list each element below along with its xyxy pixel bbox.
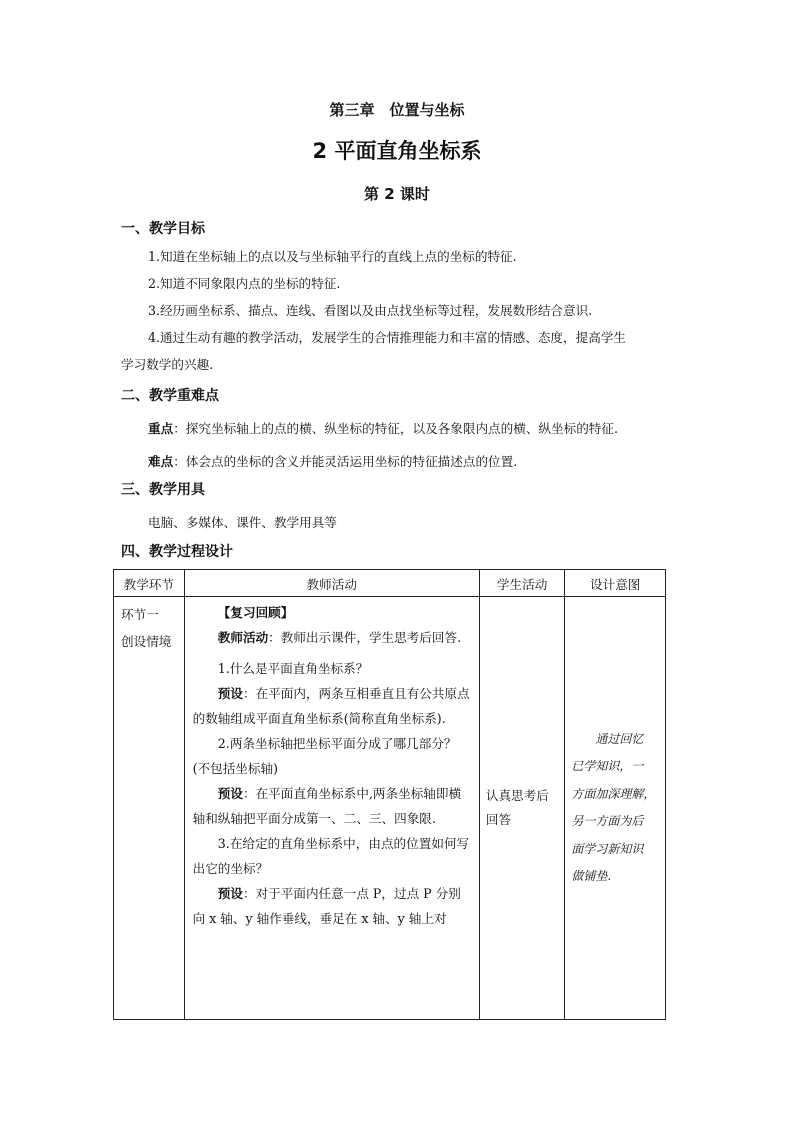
table-row (114, 597, 666, 1020)
lesson-title: 第 2 课时 (364, 185, 430, 203)
intent-line: 另一方面为后 (571, 814, 644, 828)
teacher-activity-cell (184, 597, 479, 1020)
goal-item: 1.知道在坐标轴上的点以及与坐标轴平行的直线上点的坐标的特征. (148, 249, 517, 264)
student-activity-cell: 认真思考后回答 (479, 597, 565, 1020)
header-intent: 设计意图 (565, 570, 666, 597)
review-title: 【复习回顾】 (217, 605, 294, 620)
difficult-text: ：体会点的坐标的含义并能灵活运用坐标的特征描述点的位置. (173, 454, 518, 469)
header-student: 学生活动 (479, 570, 565, 597)
activity-label: 教师活动 (217, 630, 269, 645)
difficult-label: 难点 (148, 454, 174, 469)
key-point (148, 415, 678, 442)
intent-line: 通过回忆 (595, 731, 644, 746)
intent-line: 面学习新知识 (571, 841, 644, 856)
intent-line: 做铺垫. (571, 869, 612, 883)
chapter-title: 第三章 位置与坐标 (329, 101, 465, 119)
preset-label: 预设 (217, 686, 243, 701)
goal-item-continued: 学习数学的兴趣. (121, 357, 214, 372)
page-title: 2 平面直角坐标系 (312, 139, 482, 163)
answer-3 (193, 881, 471, 931)
tools-text: 电脑、多媒体、课件、教学用具等 (148, 515, 337, 530)
question-3: 3.在给定的直角坐标系中，由点的位置如何写出它的坐标？ (192, 836, 470, 876)
header-stage: 教学环节 (114, 570, 185, 597)
design-intent-cell (565, 597, 666, 1020)
key-text: ：探究坐标轴上的点的横、纵坐标的特征，以及各象限内点的横、纵坐标的特征. (173, 421, 618, 436)
stage-line: 创设情境 (121, 634, 172, 649)
table-header-row (114, 570, 666, 597)
teacher-activity (193, 625, 471, 650)
question-2: 2.两条坐标轴把坐标平面分成了哪几部分？(不包括坐标轴) (192, 736, 457, 776)
answer-3-text: ：对于平面内任意一点 P，过点 P 分别向 x 轴、y 轴作垂线，垂足在 x 轴、y 轴上对 (192, 886, 461, 926)
answer-1 (193, 681, 471, 731)
answer-1-text: ：在平面内，两条互相垂直且有公共原点的数轴组成平面直角坐标系(简称直角坐标系). (192, 686, 470, 726)
stage-line: 环节一 (121, 607, 159, 622)
answer-2-text: ：在平面直角坐标系中,两条坐标轴即横轴和纵轴把平面分成第一、二、三、四象限. (192, 786, 462, 826)
question-1: 1.什么是平面直角坐标系？ (217, 661, 369, 676)
header-teacher: 教师活动 (184, 570, 479, 597)
key-label: 重点 (148, 421, 174, 436)
goal-item: 2.知道不同象限内点的坐标的特征. (148, 276, 341, 291)
preset-label: 预设 (217, 786, 243, 801)
process-heading: 四、教学过程设计 (121, 544, 233, 560)
tools-heading: 三、教学用具 (121, 482, 205, 498)
intent-line: 已学知识，一 (571, 759, 644, 773)
activity-text: ：教师出示课件，学生思考后回答. (268, 630, 462, 645)
goal-item: 4.通过生动有趣的教学活动，发展学生的合情推理能力和丰富的情感、态度，提高学生 (148, 330, 626, 345)
stage-cell (114, 597, 185, 1020)
preset-label: 预设 (217, 886, 243, 901)
key-heading: 二、教学重难点 (121, 388, 219, 404)
goals-heading: 一、教学目标 (121, 221, 205, 237)
answer-2 (193, 781, 471, 831)
process-table (113, 569, 666, 1020)
intent-line: 方面加深理解， (571, 786, 656, 801)
difficult-point (148, 448, 678, 475)
goal-item: 3.经历画坐标系、描点、连线、看图以及由点找坐标等过程，发展数形结合意识. (148, 303, 593, 318)
